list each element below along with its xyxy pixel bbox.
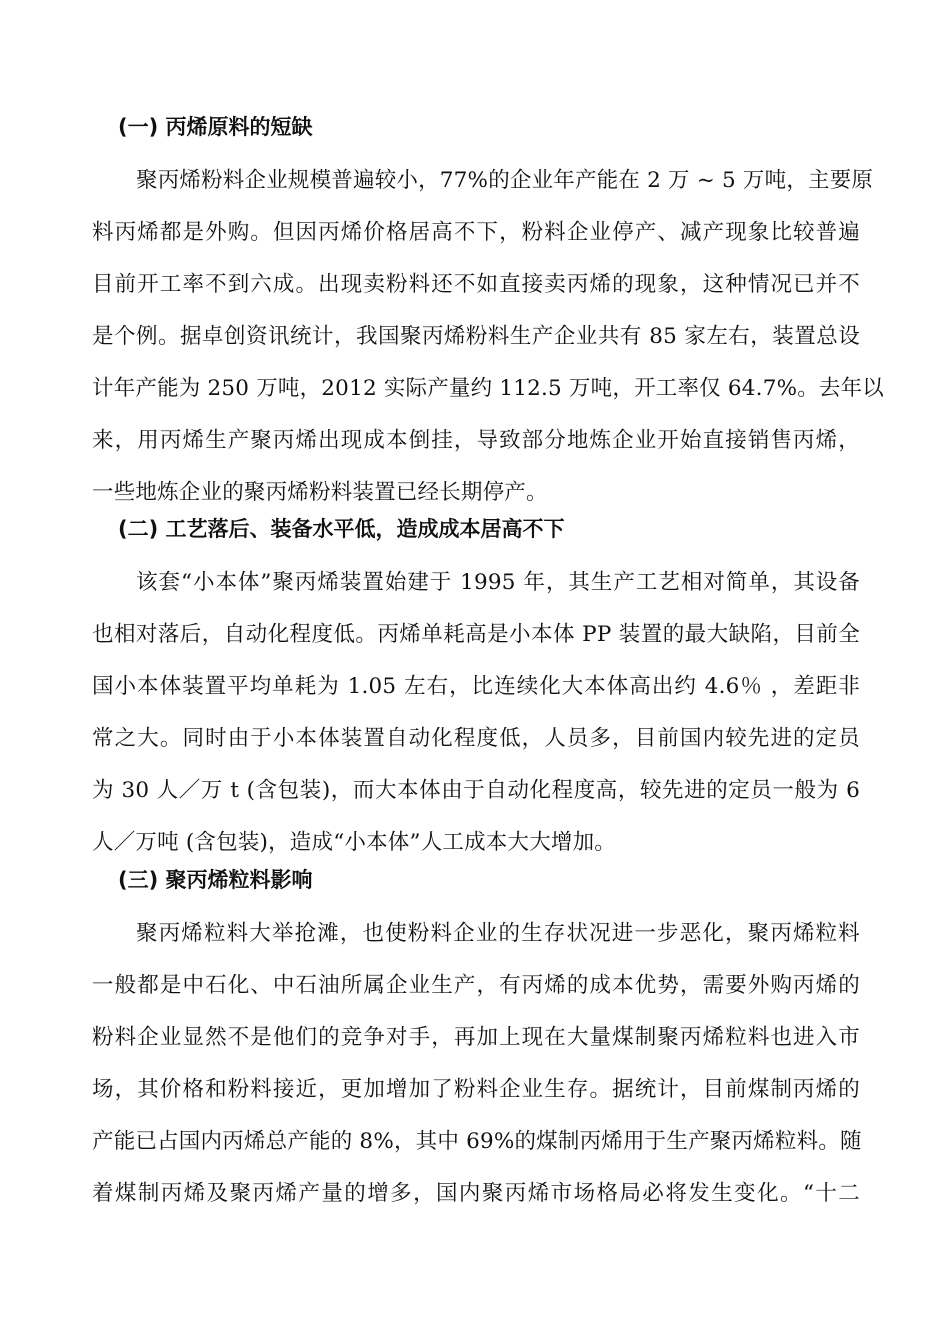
paragraph-line: 为 30 人／万 t (含包装)，而大本体由于自动化程度高，较先进的定员一般为 6 (92, 778, 860, 803)
paragraph-line: 粉料企业显然不是他们的竞争对手，再加上现在大量煤制聚丙烯粒料也进入市 (92, 1025, 860, 1050)
section-paragraph-3 (92, 908, 860, 1220)
paragraph-line: 产能已占国内丙烯总产能的 8%，其中 69%的煤制丙烯用于生产聚丙烯粒料。随 (92, 1129, 862, 1154)
paragraph-line: 人／万吨 (含包装)，造成“小本体”人工成本大大增加。 (92, 830, 616, 855)
paragraph-line: 目前开工率不到六成。出现卖粉料还不如直接卖丙烯的现象，这种情况已并不 (92, 272, 860, 297)
paragraph-line: 场，其价格和粉料接近，更加增加了粉料企业生存。据统计，目前煤制丙烯的 (92, 1077, 860, 1102)
section-heading-2: (二) 工艺落后、装备水平低，造成成本居高不下 (118, 517, 565, 541)
paragraph-line: 常之大。同时由于小本体装置自动化程度低，人员多，目前国内较先进的定员 (92, 726, 860, 751)
paragraph-line: 是个例。据卓创资讯统计，我国聚丙烯粉料生产企业共有 85 家左右，装置总设 (92, 324, 860, 349)
paragraph-line: 该套“小本体”聚丙烯装置始建于 1995 年，其生产工艺相对简单，其设备 (136, 570, 860, 595)
paragraph-line: 聚丙烯粉料企业规模普遍较小，77%的企业年产能在 2 万 ~ 5 万吨，主要原 (136, 168, 874, 193)
paragraph-line: 来，用丙烯生产聚丙烯出现成本倒挂，导致部分地炼企业开始直接销售丙烯， (92, 428, 860, 453)
paragraph-line: 聚丙烯粒料大举抢滩，也使粉料企业的生存状况进一步恶化，聚丙烯粒料 (136, 921, 860, 946)
section-heading-3: (三) 聚丙烯粒料影响 (118, 868, 313, 892)
paragraph-line: 料丙烯都是外购。但因丙烯价格居高不下，粉料企业停产、减产现象比较普遍 (92, 220, 860, 245)
paragraph-line: 也相对落后，自动化程度低。丙烯单耗高是小本体 PP 装置的最大缺陷，目前全 (92, 622, 860, 647)
paragraph-line: 着煤制丙烯及聚丙烯产量的增多，国内聚丙烯市场格局必将发生变化。“十二 (92, 1181, 860, 1206)
paragraph-line: 一些地炼企业的聚丙烯粉料装置已经长期停产。 (92, 480, 548, 505)
paragraph-line: 国小本体装置平均单耗为 1.05 左右，比连续化大本体高出约 4.6％ ，差距非 (92, 674, 860, 699)
paragraph-line: 计年产能为 250 万吨，2012 实际产量约 112.5 万吨，开工率仅 64.7%。去年以 (92, 376, 885, 401)
section-paragraph-2 (92, 557, 860, 869)
section-paragraph-1 (92, 155, 885, 519)
section-heading-1: (一) 丙烯原料的短缺 (118, 115, 313, 139)
paragraph-line: 一般都是中石化、中石油所属企业生产，有丙烯的成本优势，需要外购丙烯的 (92, 973, 860, 998)
